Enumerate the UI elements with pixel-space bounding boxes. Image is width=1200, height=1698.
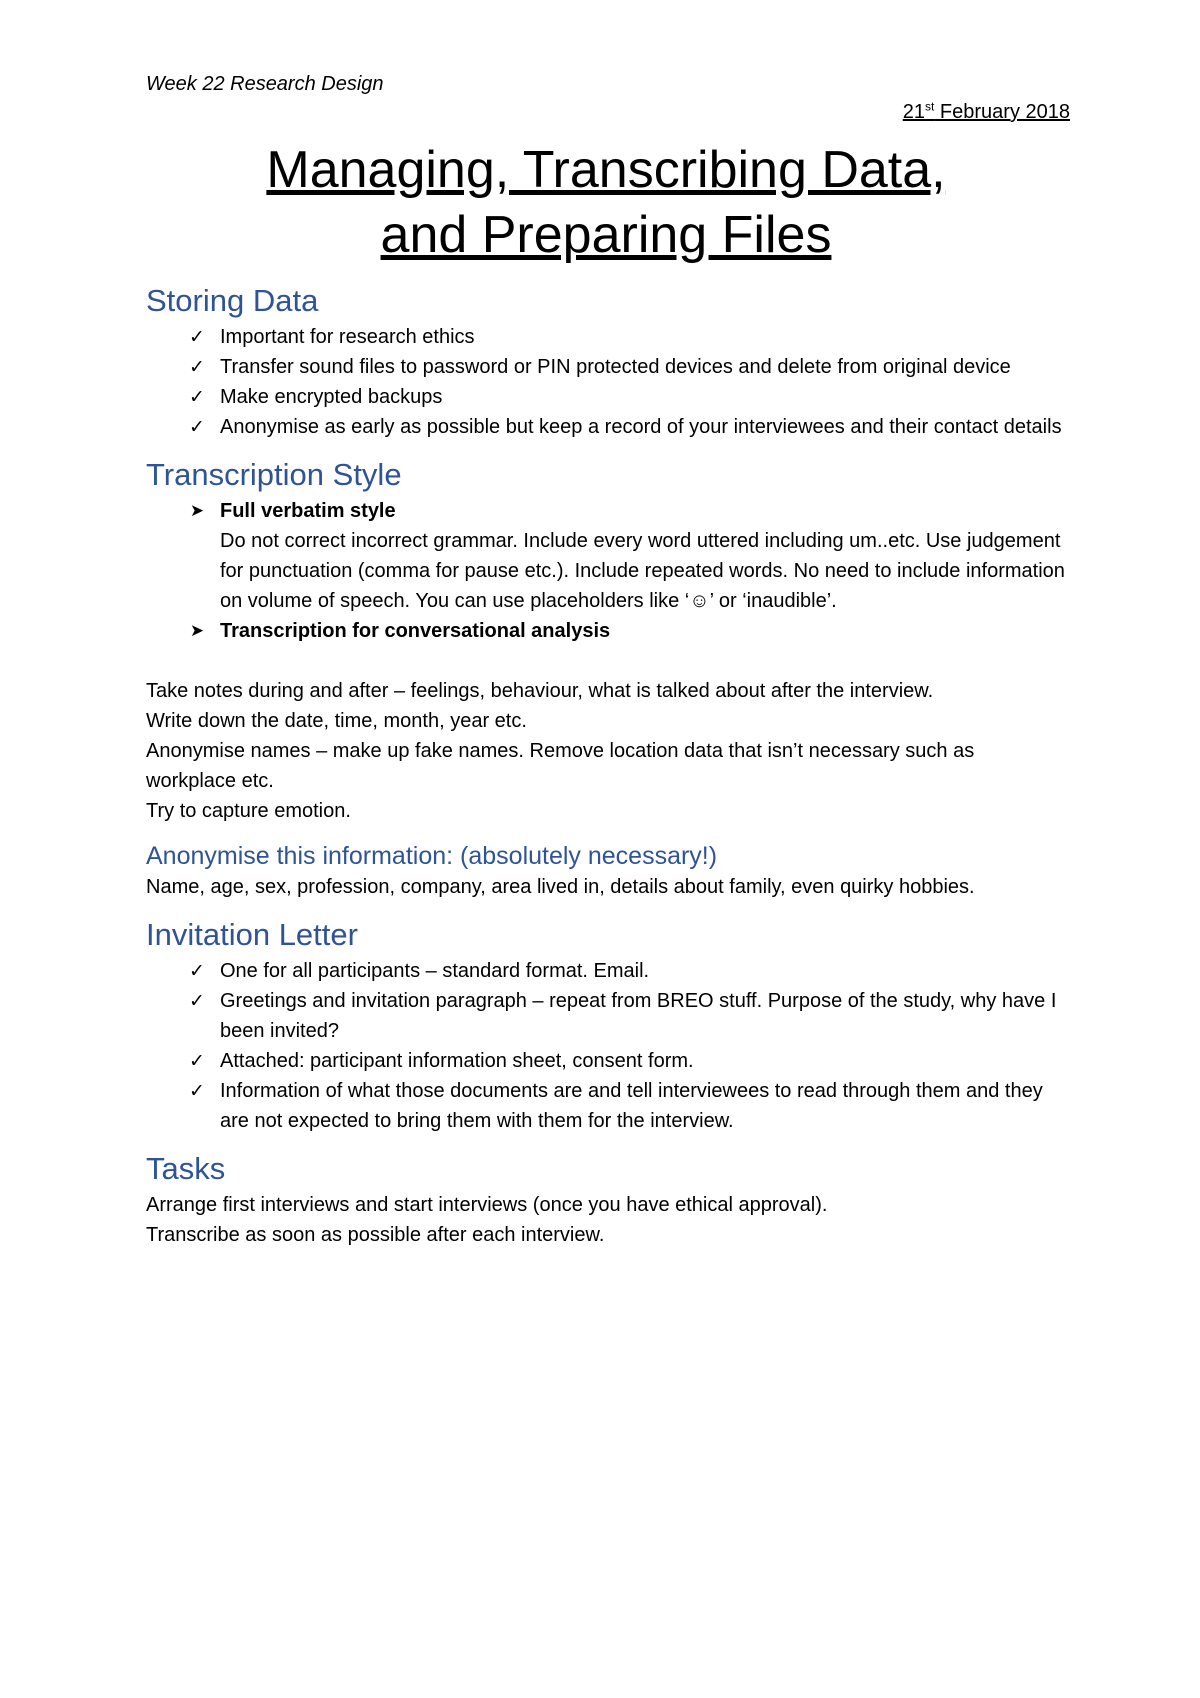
- list-item-text: Information of what those documents are and tell interviewees to read through them and they are not expected to bring them with them for the interview.: [220, 1080, 1043, 1132]
- task-line: Transcribe as soon as possible after each interview.: [146, 1224, 605, 1246]
- list-item: [146, 412, 1066, 442]
- list-item-text: One for all participants – standard format. Email.: [220, 960, 650, 982]
- arrowhead-bullet-icon: ➤: [189, 501, 205, 521]
- check-icon: ✓: [189, 1080, 205, 1102]
- check-icon: ✓: [189, 326, 205, 348]
- list-item: [146, 496, 1066, 616]
- title-line-1: Managing, Transcribing Data,: [266, 141, 946, 199]
- task-line: Arrange first interviews and start interviews (once you have ethical approval).: [146, 1194, 828, 1216]
- list-item-text: Anonymise as early as possible but keep a record of your interviewees and their contact details: [220, 416, 1062, 438]
- transcription-style-list: [146, 496, 1066, 646]
- list-item: [146, 352, 1066, 382]
- list-item: [146, 1076, 1066, 1136]
- date-rest: February 2018: [934, 101, 1070, 123]
- list-item: [146, 986, 1066, 1046]
- page-title: [146, 138, 1066, 268]
- note-line: Take notes during and after – feelings, behaviour, what is talked about after the interview.: [146, 680, 934, 702]
- list-item-text: Make encrypted backups: [220, 386, 443, 408]
- list-item: [146, 382, 1066, 412]
- list-item-title: Full verbatim style: [220, 500, 396, 522]
- list-item-title: Transcription for conversational analysis: [220, 620, 611, 642]
- document-page: [146, 70, 1070, 1250]
- check-icon: ✓: [189, 990, 205, 1012]
- title-line-2: and Preparing Files: [380, 206, 832, 264]
- check-icon: ✓: [189, 386, 205, 408]
- note-line: Try to capture emotion.: [146, 800, 351, 822]
- check-icon: ✓: [189, 356, 205, 378]
- note-line: Anonymise names – make up fake names. Remove location data that isn’t necessary such as workplace etc.: [146, 740, 975, 792]
- invitation-letter-list: [146, 956, 1066, 1136]
- list-item-text: Transfer sound files to password or PIN protected devices and delete from original device: [220, 356, 1011, 378]
- check-icon: ✓: [189, 416, 205, 438]
- check-icon: ✓: [189, 1050, 205, 1072]
- list-item: [146, 956, 1066, 986]
- date-day: 21: [902, 101, 926, 123]
- list-item-body: Do not correct incorrect grammar. Include every word uttered including um..etc. Use judgement for punctuation (comma for pause etc.). Include repeated words. No need to include information on volume of speech. You can use placeholders like ‘☺’ or ‘inaudible’.: [220, 530, 1065, 612]
- storing-data-list: [146, 322, 1066, 442]
- list-item: [146, 322, 1066, 352]
- list-item: [146, 1046, 1066, 1076]
- invitation-letter-heading: Invitation Letter: [146, 917, 358, 952]
- list-item-text: Attached: participant information sheet, consent form.: [220, 1050, 694, 1072]
- transcription-style-heading: Transcription Style: [146, 457, 402, 492]
- list-item: [146, 616, 1066, 646]
- check-icon: ✓: [189, 960, 205, 982]
- spacer: [146, 646, 1066, 676]
- course-header: Week 22 Research Design: [146, 73, 384, 95]
- note-line: Write down the date, time, month, year etc.: [146, 710, 527, 732]
- anonymise-body: Name, age, sex, profession, company, area lived in, details about family, even quirky hobbies.: [146, 876, 975, 898]
- interview-notes: [146, 676, 1066, 826]
- arrowhead-bullet-icon: ➤: [189, 621, 205, 641]
- document-date: [146, 98, 1070, 126]
- anonymise-heading: Anonymise this information: (absolutely necessary!): [146, 842, 718, 870]
- list-item-text: Important for research ethics: [220, 326, 475, 348]
- tasks-heading: Tasks: [146, 1151, 226, 1186]
- date-suffix: st: [925, 99, 935, 114]
- list-item-text: Greetings and invitation paragraph – repeat from BREO stuff. Purpose of the study, why have I been invited?: [220, 990, 1057, 1042]
- storing-data-heading: Storing Data: [146, 283, 319, 318]
